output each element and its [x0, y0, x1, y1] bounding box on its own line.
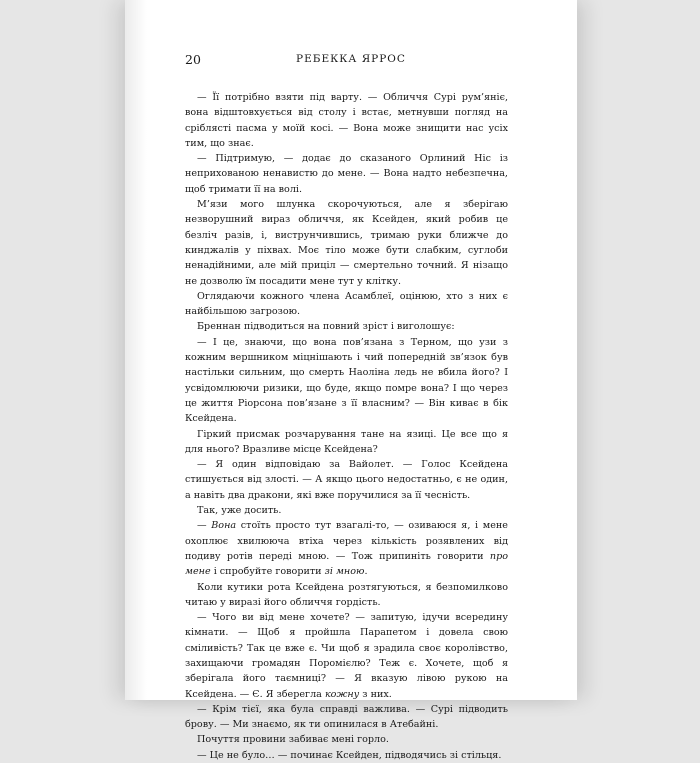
- paragraph: — Я один відповідаю за Вайолет. — Голос Ксейдена стишується від злості. — А якщо цього недостатньо, є не один, а навіть два дракони, які вже поручилися за її чесність.: [185, 459, 508, 501]
- book-page: [125, 0, 577, 761]
- paragraph: Оглядаючи кожного члена Асамблеї, оцінюю, хто з них є найбільшою загрозою.: [185, 290, 508, 318]
- body-text: [185, 90, 508, 763]
- paragraph: М’язи мого шлунка скорочуються, але я зберігаю незворушний вираз обличчя, як Ксейден, який робив це безліч разів, і, виструнчившись, тримаю руки ближче до кинджалів у піхвах. Моє тіло може бути слабким, суглоби ненадійними, але мій приціл — смертельно точний. Я нізащо не дозволю їм посадити мене тут у клітку.: [185, 199, 508, 287]
- paragraph: — Підтримую, — додає до сказаного Орлиний Ніс із неприхованою ненавистю до мене. — Вона надто небезпечна, щоб тримати її на волі.: [185, 153, 508, 195]
- paragraph: — Її потрібно взяти під варту. — Обличчя Сурі рум’яніє, вона відштовхується від столу і встає, метнувши погляд на сріблясті пасма у моїй косі. — Вона може знищити нас усіх тим, що знає.: [185, 92, 508, 149]
- italic-emphasis: про мене: [185, 550, 508, 578]
- paragraph: Так, уже досить.: [197, 505, 282, 517]
- paragraph: — Вона стоїть просто тут взагалі-то, — озиваюся я, і мене охоплює хвилююча втіха через кількість розявлених від подиву ротів переді мною. — Тож припиніть говорити про мене і спробуйте говорити зі мною.: [185, 520, 508, 578]
- paragraph: — Крім тієї, яка була справді важлива. — Сурі підводить брову. — Ми знаємо, як ти опинилася в Атебайні.: [185, 703, 508, 731]
- paragraph: — Це не було… — починає Ксейден, підводячись зі стільця.: [197, 749, 502, 761]
- italic-emphasis: Вона: [211, 520, 237, 532]
- paragraph: Гіркий присмак розчарування тане на язиці. Це все що я для нього? Вразливе місце Ксейдена?: [185, 428, 508, 455]
- paragraph: — Чого ви від мене хочете? — запитую, ідучи всередину кімнати. — Щоб я пройшла Парапетом і довела свою сміливість? Так це вже є. Чи щоб я зрадила своє королівство, захищаючи громадян Поромієлю? Теж є. Хочете, щоб я зберігала його таємниці? — Я вказую лівою рукою на Ксейдена. — Є. Я зберегла кожну з них.: [185, 612, 508, 700]
- paragraph: Бреннан підводиться на повний зріст і виголошує:: [197, 321, 455, 333]
- paragraph: Коли кутики рота Ксейдена розтягуються, я безпомилково читаю у виразі його обличчя гордість.: [185, 581, 508, 608]
- paragraph: Почуття провини забиває мені горло.: [197, 734, 389, 746]
- running-head-author: РЕБЕККА ЯРРОС: [296, 53, 406, 65]
- page-header: [185, 52, 517, 68]
- italic-emphasis: кожну: [324, 688, 360, 700]
- page-gutter-shadow: [125, 0, 147, 700]
- paragraph: — І це, знаючи, що вона пов’язана з Терном, що узи з кожним вершником міцнішають і чий попередній зв’язок був настільки сильним, що смерть Наоліна ледь не вбила його? І усвідомлюючи ризики, що буде, якщо помре вона? І що через це життя Ріорсона пов’язане з її власним? — Він киває в бік Ксейдена.: [185, 336, 508, 425]
- page-number: 20: [185, 52, 201, 67]
- italic-emphasis: зі мною: [324, 566, 365, 578]
